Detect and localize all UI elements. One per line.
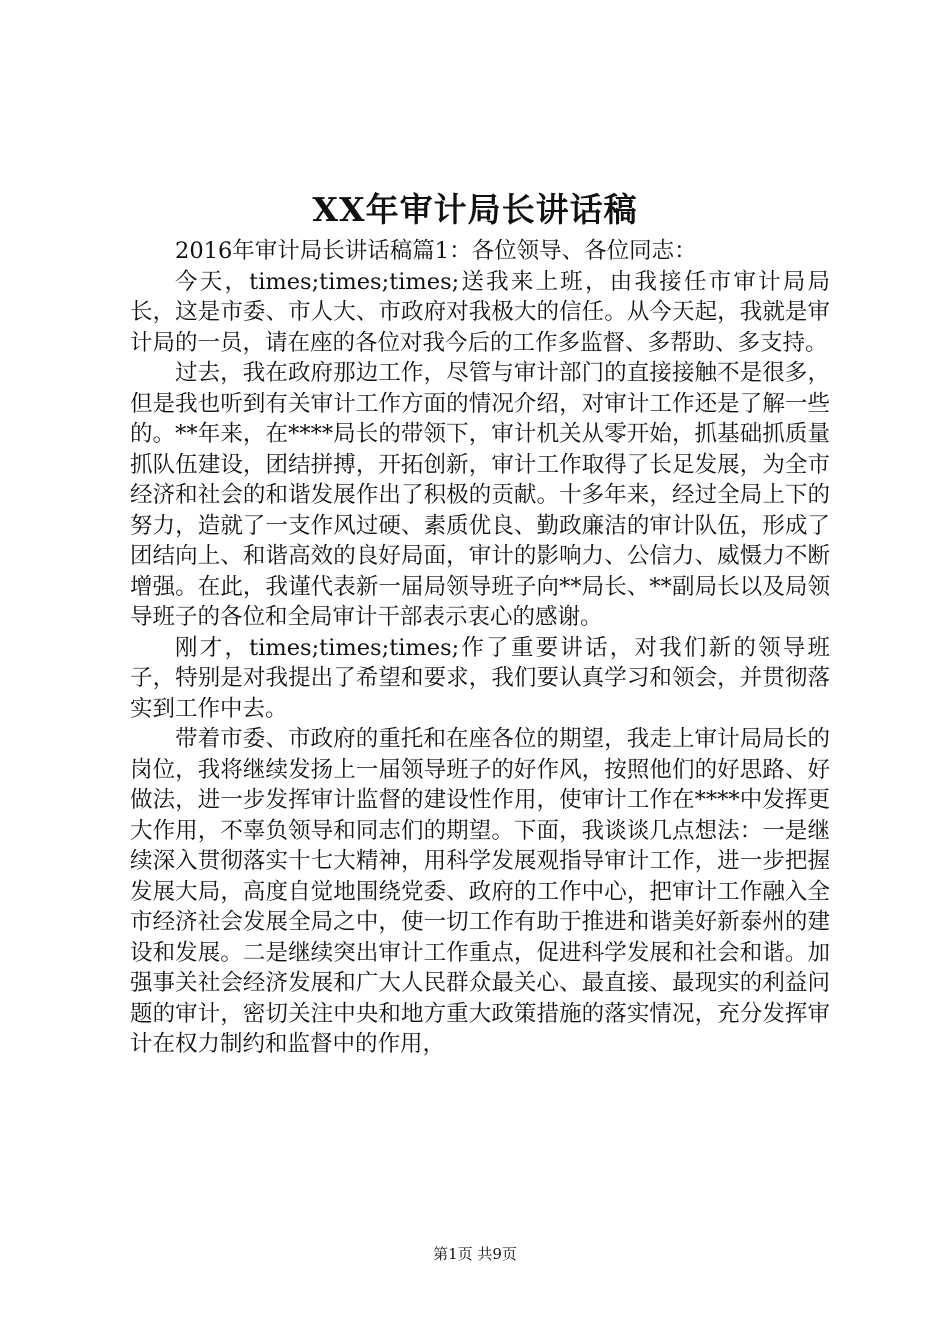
page-number-footer: 第1页 共9页: [433, 1245, 517, 1263]
paragraph-5: 带着市委、市政府的重托和在座各位的期望，我走上审计局局长的岗位，我将继续发扬上一届领导班子的好作风，按照他们的好思路、好做法，进一步发挥审计监督的建设性作用，使审计工作在****中发挥更大作用，不辜负领导和同志们的期望。下面，我谈谈几点想法：一是继续深入贯彻落实十七大精神，用科学发展观指导审计工作，进一步把握发展大局，高度自觉地围绕党委、政府的工作中心，把审计工作融入全市经济社会发展全局之中，使一切工作有助于推进和谐美好新泰州的建设和发展。二是继续突出审计工作重点，促进科学发展和社会和谐。加强事关社会经济发展和广大人民群众最关心、最直接、最现实的利益问题的审计，密切关注中央和地方重大政策措施的落实情况，充分发挥审计在权力制约和监督中的作用，: [130, 726, 830, 1057]
document-body: [130, 236, 830, 1060]
paragraph-4: 刚才，times;times;times;作了重要讲话，对我们新的领导班子，特别是对我提出了希望和要求，我们要认真学习和领会，并贯彻落实到工作中去。: [130, 634, 830, 722]
paragraph-1: 2016年审计局长讲话稿篇1：各位领导、各位同志：: [175, 238, 697, 264]
document-title: XX年审计局长讲话稿: [312, 190, 638, 229]
paragraph-2: 今天，times;times;times;送我来上班，由我接任市审计局局长，这是市委、市人大、市政府对我极大的信任。从今天起，我就是审计局的一员，请在座的各位对我今后的工作多监督、多帮助、多支持。: [130, 268, 830, 356]
paragraph-3: 过去，我在政府那边工作，尽管与审计部门的直接接触不是很多，但是我也听到有关审计工作方面的情况介绍，对审计工作还是了解一些的。**年来，在****局长的带领下，审计机关从零开始，抓基础抓质量抓队伍建设，团结拼搏，开拓创新，审计工作取得了长足发展，为全市经济和社会的和谐发展作出了积极的贡献。十多年来，经过全局上下的努力，造就了一支作风过硬、素质优良、勤政廉洁的审计队伍，形成了团结向上、和谐高效的良好局面，审计的影响力、公信力、威慑力不断增强。在此，我谨代表新一届局领导班子向**局长、**副局长以及局领导班子的各位和全局审计干部表示衷心的感谢。: [130, 360, 830, 630]
